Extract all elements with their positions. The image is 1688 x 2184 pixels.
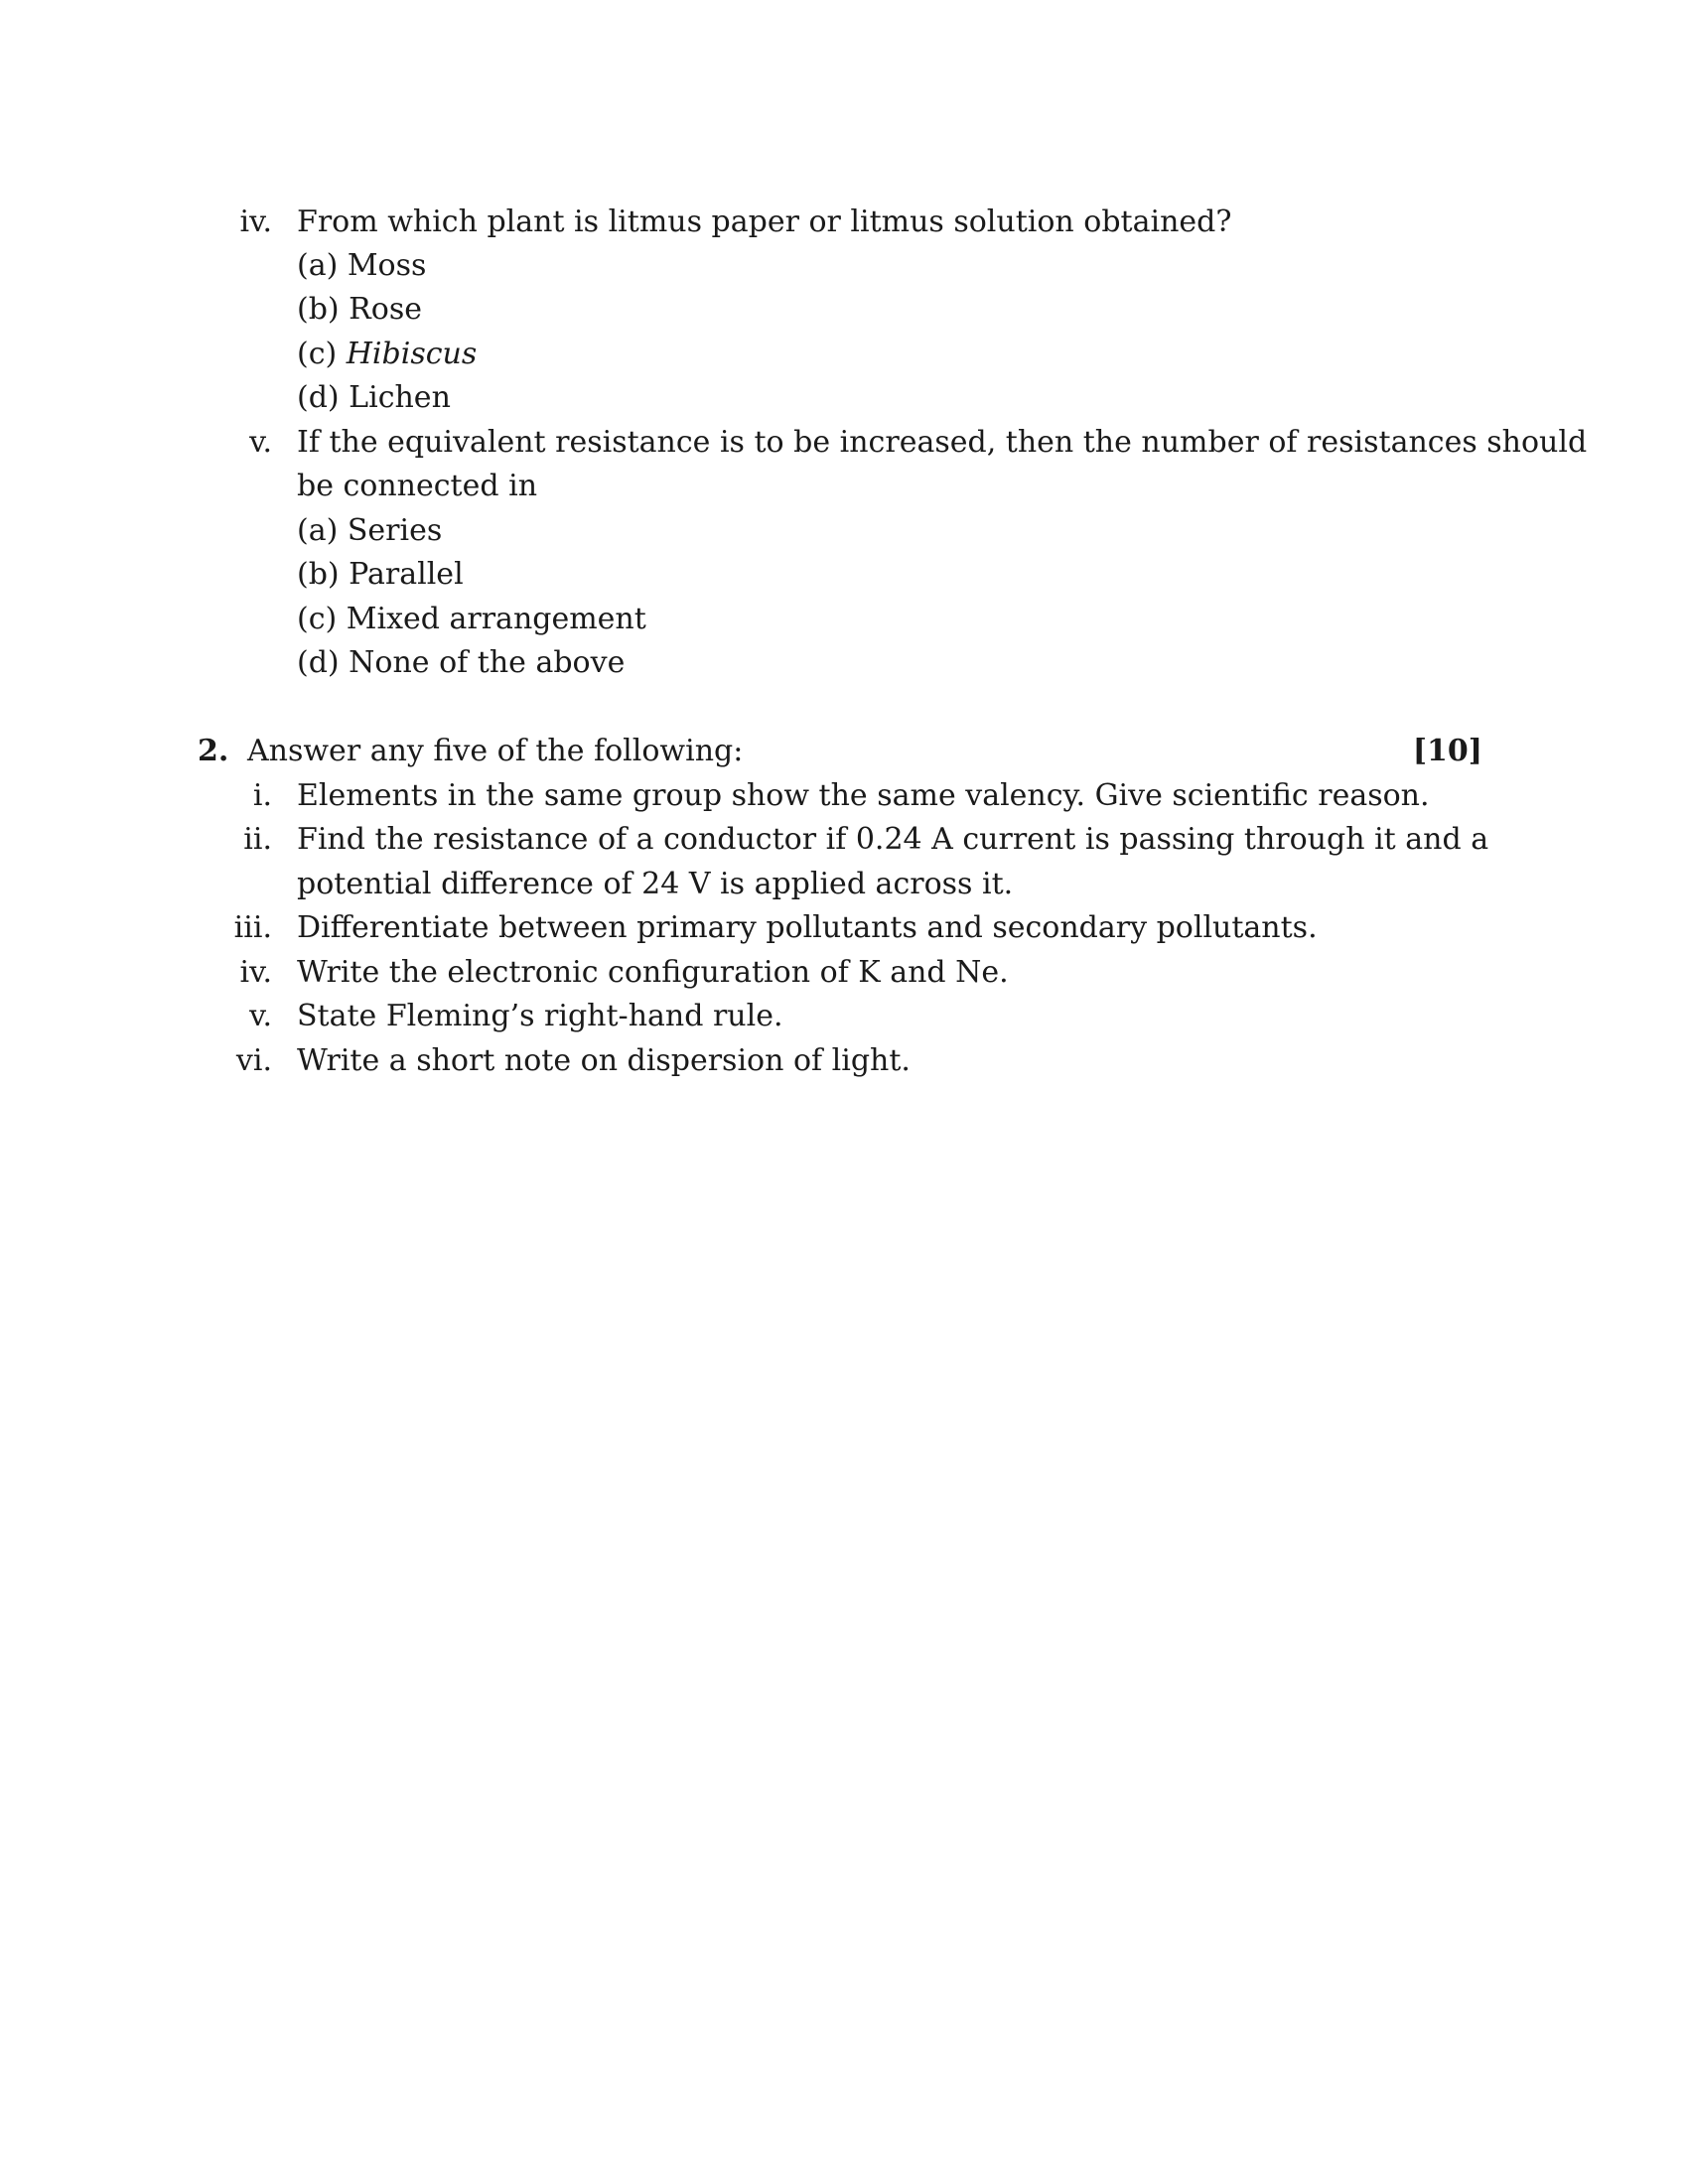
option-a (297, 513, 442, 549)
question-number: iv. (239, 205, 272, 239)
question-text: Write a short note on dispersion of light. (297, 1043, 911, 1078)
question-number: i. (252, 778, 272, 813)
marks-badge: [10] (1412, 734, 1482, 768)
question-number: v. (249, 999, 272, 1033)
question-text: Write the electronic configuration of K and Ne. (297, 955, 1009, 990)
question-number: iv. (239, 955, 272, 990)
option-d (297, 380, 451, 416)
option-label: (b) (297, 292, 340, 327)
question-text: From which plant is litmus paper or litmus solution obtained? (297, 205, 1232, 239)
option-text: None of the above (349, 645, 626, 680)
option-text: Hibiscus (346, 337, 478, 371)
question-text: Differentiate between primary pollutants and secondary pollutants. (297, 910, 1318, 945)
option-label: (b) (297, 557, 340, 592)
question-text-continued: potential difference of 24 V is applied across it. (297, 867, 1014, 901)
option-text: Moss (347, 248, 427, 283)
question-number: vi. (235, 1043, 272, 1078)
option-text: Lichen (349, 380, 451, 415)
question-text: State Fleming’s right-hand rule. (297, 999, 783, 1033)
option-c (297, 602, 646, 637)
question-number: v. (249, 425, 272, 460)
option-label: (d) (297, 645, 340, 680)
option-a (297, 248, 426, 284)
question-text: If the equivalent resistance is to be increased, then the number of resistances should (297, 425, 1588, 460)
question-text: Find the resistance of a conductor if 0.24 A current is passing through it and a (297, 822, 1489, 857)
question-2-number: 2. (198, 734, 229, 768)
option-label: (c) (297, 602, 338, 636)
question-number: ii. (243, 822, 272, 857)
option-text: Rose (349, 292, 422, 327)
option-b (297, 557, 464, 593)
option-text: Parallel (349, 557, 464, 592)
option-text: Mixed arrangement (346, 602, 646, 636)
option-text: Series (347, 513, 443, 548)
question-text-continued: be connected in (297, 469, 538, 503)
question-text: Elements in the same group show the same valency. Give scientific reason. (297, 778, 1430, 813)
option-c (297, 337, 477, 372)
question-number: iii. (233, 910, 272, 945)
option-b (297, 292, 422, 328)
option-label: (a) (297, 513, 339, 548)
question-2-prompt: Answer any five of the following: (247, 734, 744, 768)
option-label: (d) (297, 380, 340, 415)
option-label: (a) (297, 248, 339, 283)
option-label: (c) (297, 337, 338, 371)
option-d (297, 645, 625, 681)
